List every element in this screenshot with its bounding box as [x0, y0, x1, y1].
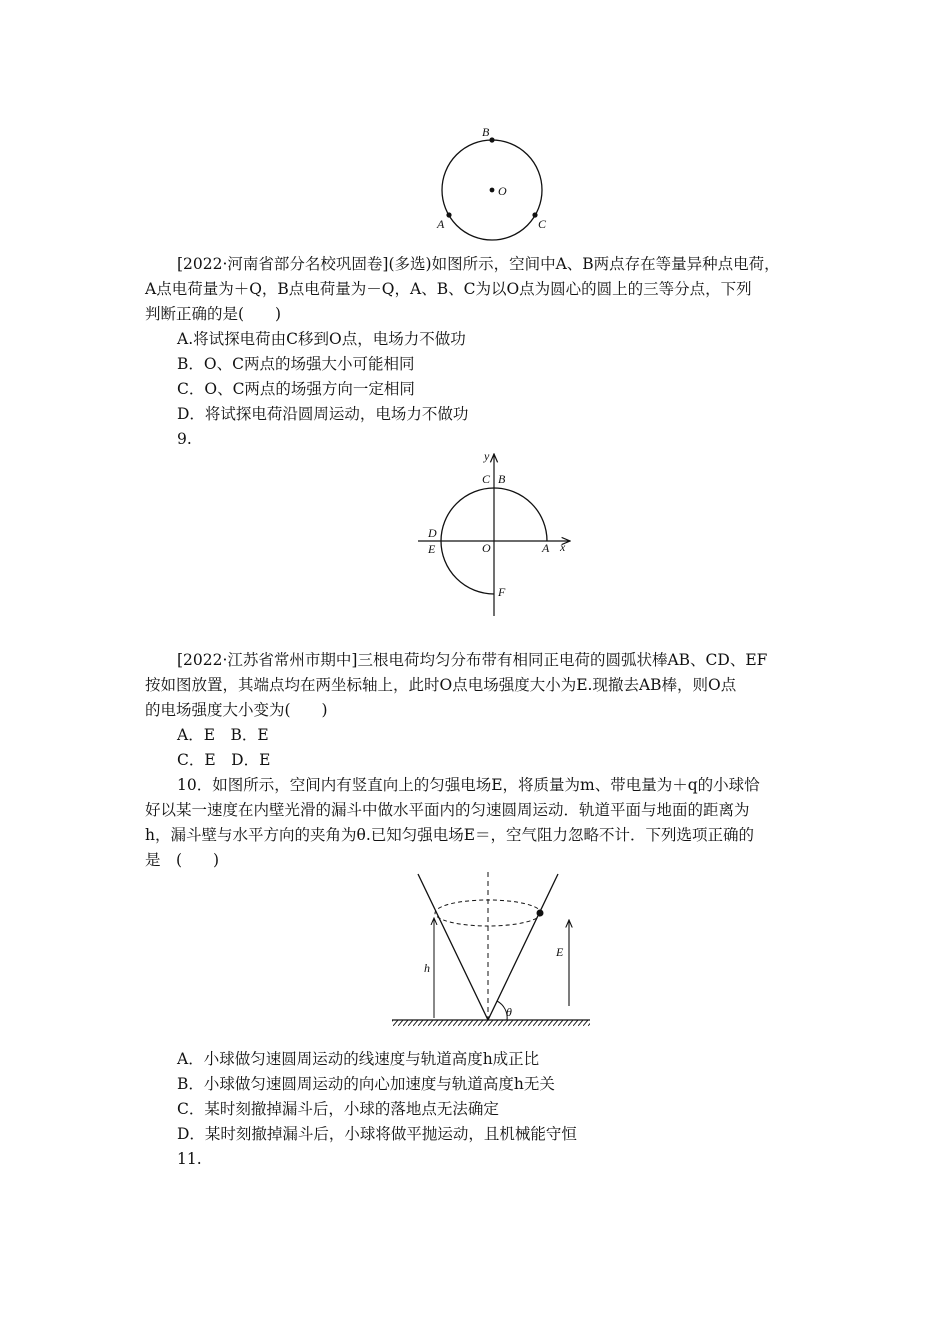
q9-options-line2: C．E D．E: [177, 751, 271, 769]
q8-source: [2022·河南省部分名校巩固卷](多选): [177, 255, 432, 273]
label-c: C: [482, 472, 491, 486]
label-b: B: [498, 472, 506, 486]
q10-stem-line4: 是 ( ): [145, 851, 220, 869]
point-a: [446, 212, 451, 217]
arc-ab: [494, 488, 547, 541]
q8-option-a: A.将试探电荷由C移到O点，电场力不做功: [177, 330, 466, 348]
arc-cd: [441, 488, 494, 541]
q8-option-d: D．将试探电荷沿圆周运动，电场力不做功: [177, 405, 469, 423]
point-o: [490, 188, 495, 193]
label-a: A: [542, 541, 550, 555]
point-c: [532, 212, 537, 217]
q8-stem-text1: 如图所示，空间中A、B两点存在等量异种点电荷，: [431, 255, 780, 273]
figure-arc-rods: [412, 448, 582, 620]
q9-stem-line3: 的电场强度大小变为( ): [145, 701, 328, 719]
label-b: B: [482, 125, 490, 139]
funnel-left-wall: [418, 874, 488, 1020]
label-x: x: [560, 540, 566, 554]
point-b: [489, 137, 494, 142]
label-o: O: [498, 184, 507, 198]
q10-option-b: B．小球做匀速圆周运动的向心加速度与轨道高度h无关: [177, 1075, 555, 1093]
figure-circle-abc: [430, 122, 560, 247]
label-h: h: [424, 961, 430, 975]
funnel-right-wall: [488, 874, 558, 1020]
q10-stem-line1: 10．如图所示，空间内有竖直向上的匀强电场E，将质量为m、带电量为＋q的小球恰: [177, 776, 760, 794]
label-theta: θ: [506, 1005, 512, 1019]
label-e: E: [428, 542, 436, 556]
q8-stem-line1: [177, 254, 780, 274]
q8-stem-line3: 判断正确的是( ): [145, 305, 282, 323]
ground-hatch: [392, 1020, 590, 1026]
q9-options-line1: A．E B．E: [177, 726, 269, 744]
label-e: E: [556, 945, 564, 959]
q9-number: 9.: [177, 430, 192, 448]
q9-stem-line1: [2022·江苏省常州市期中]三根电荷均匀分布带有相同正电荷的圆弧状棒AB、CD、EF: [177, 651, 768, 669]
label-a: A: [437, 217, 445, 231]
q10-option-d: D．某时刻撤掉漏斗后，小球将做平抛运动，且机械能守恒: [177, 1125, 577, 1143]
label-y: y: [484, 449, 490, 463]
q10-option-a: A．小球做匀速圆周运动的线速度与轨道高度h成正比: [177, 1050, 540, 1068]
q8-option-b: B．O、C两点的场强大小可能相同: [177, 355, 415, 373]
q8-stem-line2: A点电荷量为＋Q，B点电荷量为－Q，A、B、C为以O点为圆心的圆上的三等分点，下列: [145, 280, 752, 298]
q11-number: 11.: [177, 1150, 202, 1168]
q10-stem-line2: 好以某一速度在内壁光滑的漏斗中做水平面内的匀速圆周运动．轨道平面与地面的距离为: [145, 801, 750, 819]
q9-stem-line2: 按如图放置，其端点均在两坐标轴上，此时O点电场强度大小为E.现撤去AB棒，则O点: [145, 676, 737, 694]
q10-stem-line3: h，漏斗壁与水平方向的夹角为θ.已知匀强电场E＝，空气阻力忽略不计．下列选项正确的: [145, 826, 755, 844]
label-o: O: [482, 541, 491, 555]
q10-option-c: C．某时刻撤掉漏斗后，小球的落地点无法确定: [177, 1100, 499, 1118]
label-d: D: [428, 526, 437, 540]
ball: [537, 910, 544, 917]
label-f: F: [498, 585, 506, 599]
q8-option-c: C．O、C两点的场强方向一定相同: [177, 380, 415, 398]
label-c: C: [538, 217, 547, 231]
figure-funnel: [388, 870, 598, 1030]
